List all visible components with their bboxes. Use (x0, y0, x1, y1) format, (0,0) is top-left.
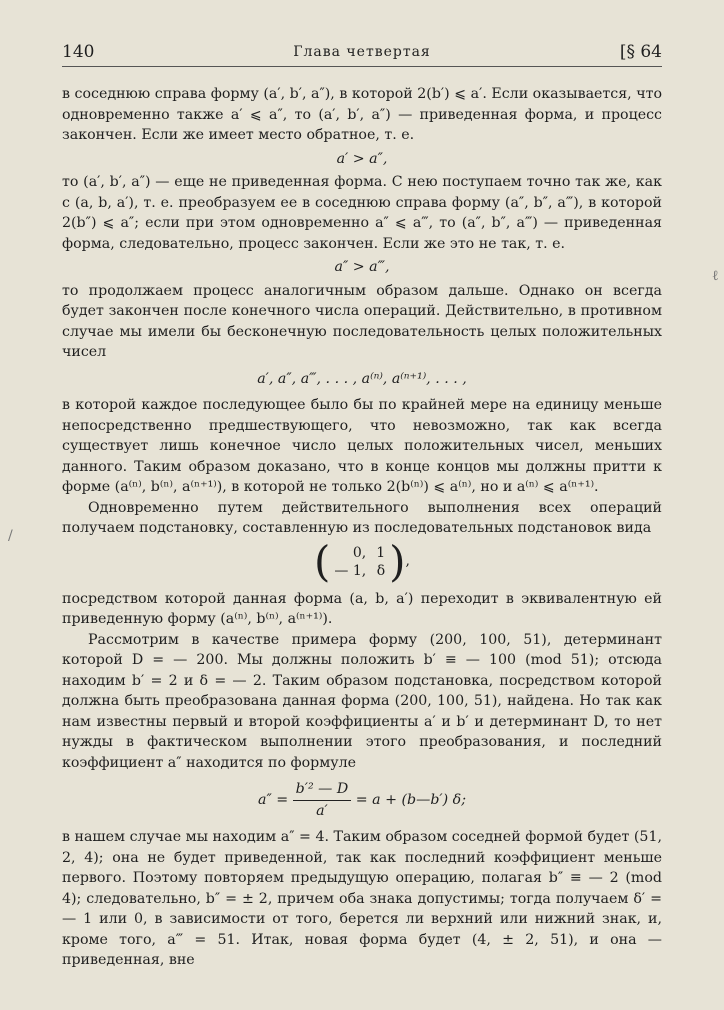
right-paren: ) (389, 536, 406, 586)
matrix-cell: — 1, (334, 562, 367, 579)
sequence-equation: a′, a″, a‴, . . . , a⁽ⁿ⁾, a⁽ⁿ⁺¹⁾, . . . , (257, 370, 467, 387)
page-number: 140 (62, 42, 95, 62)
paragraph-1: в соседнюю справа форму (a′, b′, a″), в которой 2(b′) ⩽ a′. Если оказывается, что одновременно также a′ ⩽ a″, то (a′, b′, a″) — приведенная форма, и процесс закончен. Если же имеет место обратное, т. е. (62, 86, 662, 143)
matrix-cell: 1 (376, 544, 386, 561)
equation-1: a′ > a″, (336, 150, 388, 167)
paragraph-8: в нашем случае мы находим a″ = 4. Таким образом соседней формой будет (51, 2, 4); она не будет приведенной, так как последний коэффициент меньше первого. Поэтому повторяем предыдущую операцию, полагая b″ ≡ — 2 (mod 4); следовательно, b″ = ± 2, причем оба знака допустимы; тогда получаем δ′ = — 1 или 0, в зависимости от того, берется ли верхний или нижний знак, и, кроме того, a‴ = 51. Итак, новая форма будет (4, ± 2, 51), и она — приведенная, вне (62, 829, 662, 968)
margin-mark: / (8, 528, 13, 544)
chapter-title: Глава четвертая (293, 44, 431, 60)
paragraph-3: то продолжаем процесс аналогичным образом дальше. Однако он всегда будет закончен после конечного числа операций. Действительно, в противном случае мы имели бы бесконечную последовательность целых положительных чисел (62, 282, 662, 360)
page-body (62, 84, 662, 971)
matrix-cell: 0, (352, 544, 367, 561)
paragraph-2: то (a′, b′, a″) — еще не приведенная форма. С нею поступаем точно так же, как с (a, b, a′), т. е. преобразуем ее в соседнюю справа форму (a″, b″, a‴), в которой 2(b″) ⩽ a″; если при этом одновременно a″ ⩽ a‴, то (a″, b″, a‴) — приведенная форма, следовательно, процесс закончен. Если же это не так, т. е. (62, 174, 662, 252)
formula-left: a″ = (257, 792, 289, 808)
matrix-suffix: , (405, 553, 410, 570)
matrix-cell: δ (376, 562, 386, 579)
running-header (62, 40, 662, 67)
fraction-numerator: b′² — D (293, 779, 352, 801)
fraction-denominator: a′ (316, 802, 328, 819)
paragraph-5: Одновременно путем действительного выполнения всех операций получаем подстановку, составленную из последовательных подстановок вида (62, 499, 662, 536)
substitution-matrix (62, 536, 662, 586)
paragraph-6: посредством которой данная форма (a, b, a′) переходит в эквивалентную ей приведенную форму (a⁽ⁿ⁾, b⁽ⁿ⁾, a⁽ⁿ⁺¹⁾). (62, 590, 662, 627)
section-number: [§ 64 (619, 42, 662, 62)
margin-mark: ℓ (712, 268, 719, 284)
matrix-cells (330, 544, 389, 580)
equation-2: a″ > a‴, (334, 259, 390, 275)
paragraph-4: в которой каждое последующее было бы по крайней мере на единицу меньше непосредственно предшествующего, что невозможно, так как всегда существует лишь конечное число целых положительных чисел, меньших данного. Таким образом доказано, что в конце концов мы должны притти к форме (a⁽ⁿ⁾, b⁽ⁿ⁾, a⁽ⁿ⁺¹⁾), в которой не только 2(b⁽ⁿ⁾) ⩽ a⁽ⁿ⁾, но и a⁽ⁿ⁾ ⩽ a⁽ⁿ⁺¹⁾. (62, 397, 662, 495)
formula-fraction (293, 779, 352, 821)
formula-right: = a + (b—b′) δ; (355, 792, 466, 808)
paragraph-7: Рассмотрим в качестве примера форму (200, 100, 51), детерминант которой D = — 200. Мы должны положить b′ ≡ — 100 (mod 51); отсюда находим b′ = 2 и δ = — 2. Таким образом подстановка, посредством которой должна быть преобразована данная форма (200, 100, 51), найдена. Но так как нам известны первый и второй коэффициенты a′ и b′ и детерминант D, то нет нужды в фактическом выполнении этого преобразования, и последний коэффициент a″ находится по формуле (62, 631, 662, 771)
formula-equation (62, 779, 662, 821)
left-paren: ( (314, 536, 331, 586)
